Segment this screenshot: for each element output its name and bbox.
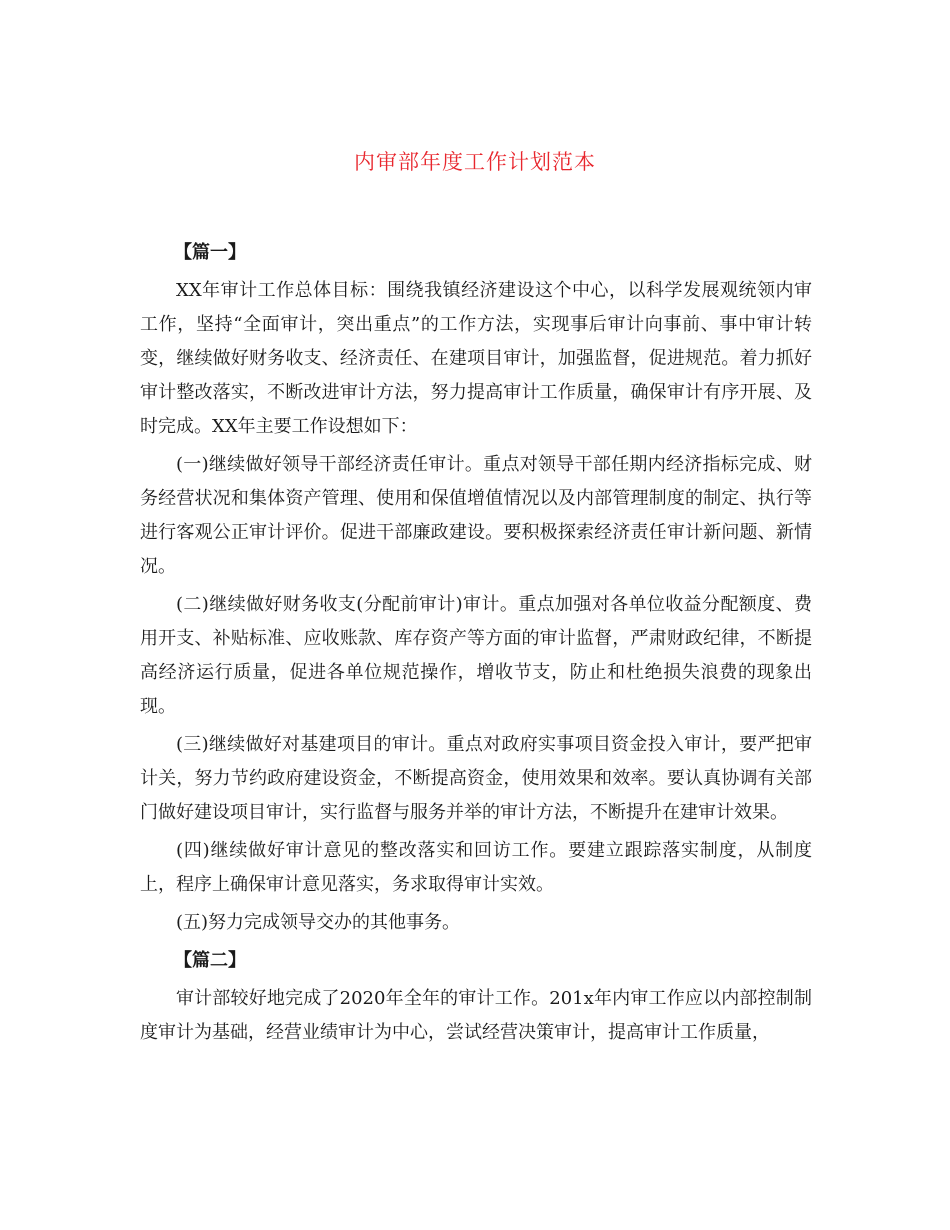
- paragraph: 审计部较好地完成了2020年全年的审计工作。201x年内审工作应以内部控制制度审计为基础，经营业绩审计为中心，尝试经营决策审计，提高审计工作质量，: [140, 988, 812, 1043]
- paragraph: (二)继续做好财务收支(分配前审计)审计。重点加强对各单位收益分配额度、费用开支、补贴标准、应收账款、库存资产等方面的审计监督，严肃财政纪律，不断提高经济运行质量，促进各单位规范操作，增收节支，防止和杜绝损失浪费的现象出现。: [140, 594, 812, 717]
- paragraph: (五)努力完成领导交办的其他事务。: [176, 912, 461, 933]
- section-heading: 【篇一】: [174, 242, 246, 263]
- paragraph: XX年审计工作总体目标：围绕我镇经济建设这个中心，以科学发展观统领内审工作，坚持“全面审计，突出重点”的工作方法，实现事后审计向事前、事中审计转变，继续做好财务收支、经济责任、在建项目审计，加强监督，促进规范。着力抓好审计整改落实，不断改进审计方法，努力提高审计工作质量，确保审计有序开展、及时完成。XX年主要工作设想如下：: [140, 280, 812, 437]
- document-body: [140, 236, 812, 1050]
- document-title: 内审部年度工作计划范本: [354, 150, 596, 174]
- paragraph: (四)继续做好审计意见的整改落实和回访工作。要建立跟踪落实制度，从制度上，程序上确保审计意见落实，务求取得审计实效。: [140, 840, 812, 895]
- paragraph: (三)继续做好对基建项目的审计。重点对政府实事项目资金投入审计，要严把审计关，努力节约政府建设资金，不断提高资金，使用效果和效率。要认真协调有关部门做好建设项目审计，实行监督与服务并举的审计方法，不断提升在建审计效果。: [140, 734, 812, 823]
- paragraph: (一)继续做好领导干部经济责任审计。重点对领导干部任期内经济指标完成、财务经营状况和集体资产管理、使用和保值增值情况以及内部管理制度的制定、执行等进行客观公正审计评价。促进干部廉政建设。要积极探索经济责任审计新问题、新情况。: [140, 454, 812, 577]
- section-heading: 【篇二】: [174, 950, 246, 971]
